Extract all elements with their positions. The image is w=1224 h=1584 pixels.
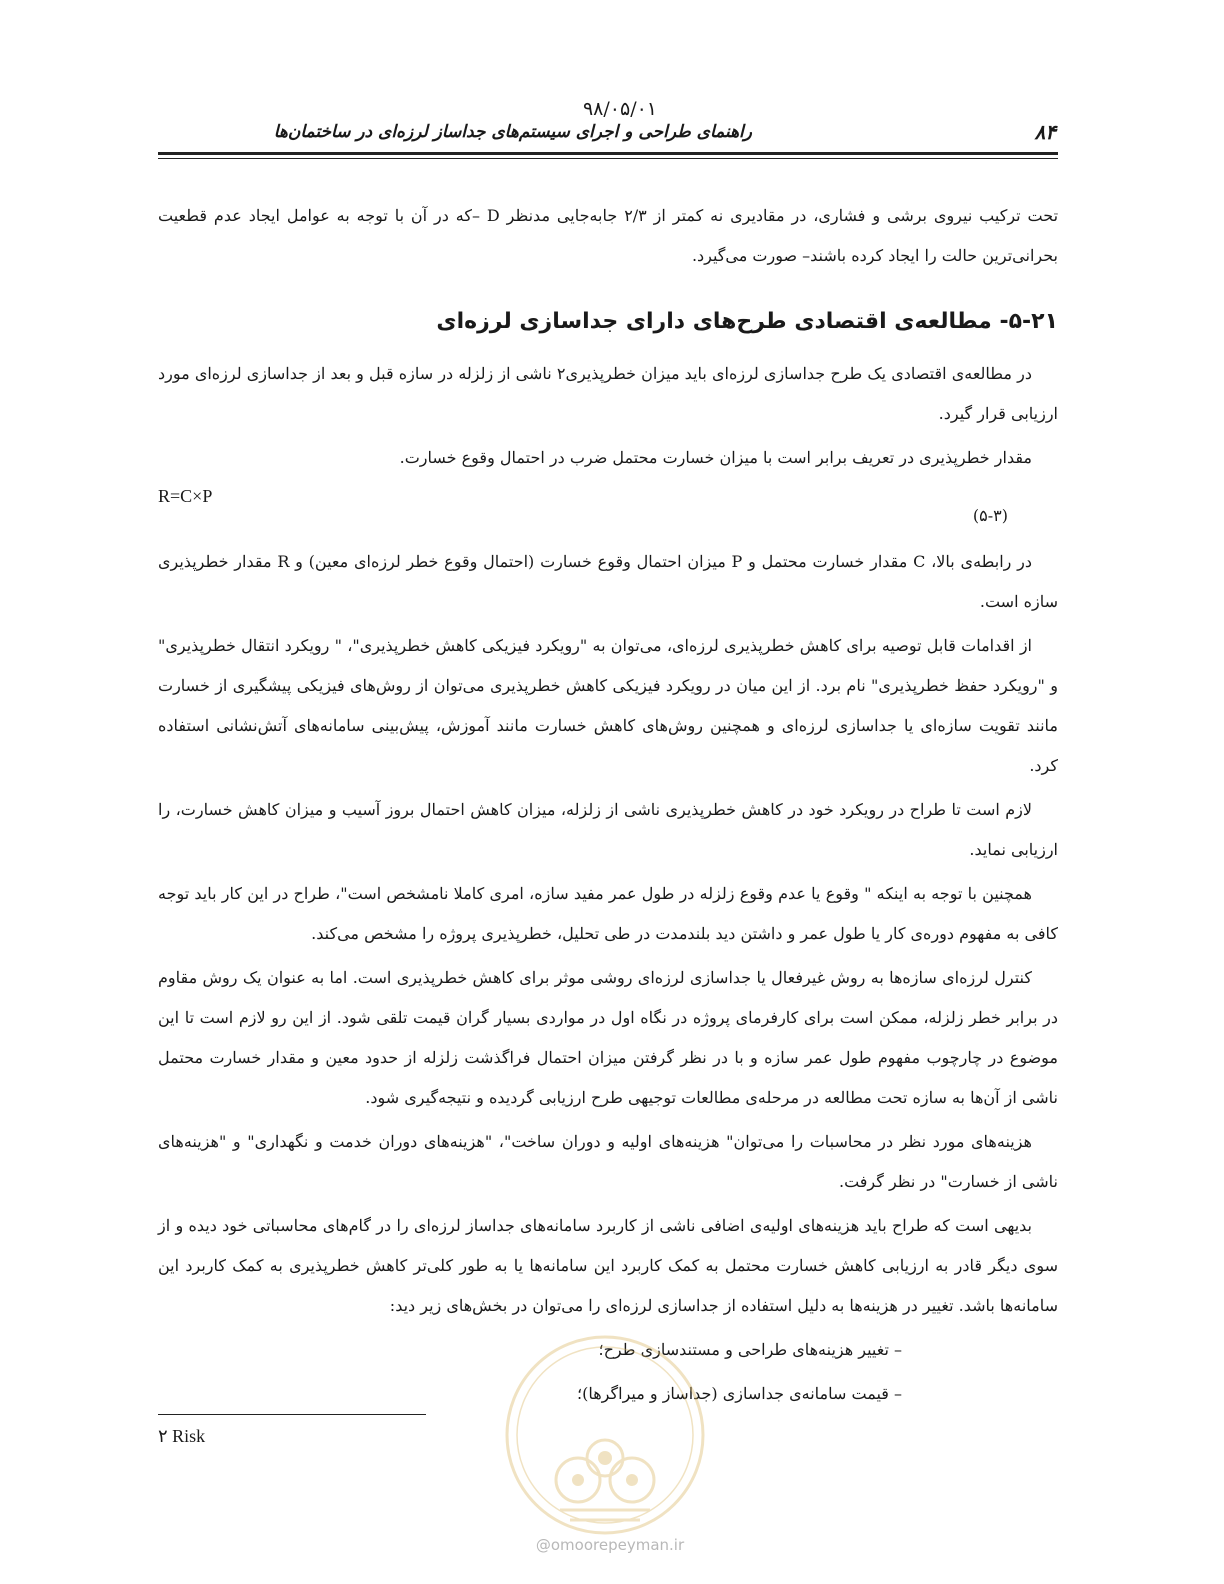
paragraph-9: بدیهی است که طراح باید هزینه‌های اولیه‌ی اضافی ناشی از کاربرد سامانه‌های جداساز لرزه‌ای را در گام‌های محاسباتی خود دیده و از سوی دیگر قادر به ارزیابی کاهش خسارت محتمل به کمک کاربرد این سامانه‌ها یا به طور کلی‌تر کاهش خطرپذیری به کمک کاربرد این سامانه‌ها باشد. تغییر در هزینه‌ها به دلیل استفاده از جداسازی لرزه‌ای را می‌توان در بخش‌های زیر دید: (158, 1216, 1058, 1315)
footnote-rule (158, 1414, 426, 1415)
header-rule (158, 152, 1058, 155)
paragraph-8: هزینه‌های مورد نظر در محاسبات را می‌توان" هزینه‌های اولیه و دوران ساخت"، "هزینه‌های دوران خدمت و نگهداری" و "هزینه‌های ناشی از خسارت" در نظر گرفت. (158, 1132, 1058, 1191)
header-rule-thin (158, 158, 1058, 159)
paragraph-5: لازم است تا طراح در رویکرد خود در کاهش خطرپذیری ناشی از زلزله، میزان کاهش احتمال بروز آسیب و میزان کاهش خسارت، را ارزیابی نماید. (158, 800, 1058, 859)
body-text (158, 196, 1058, 1418)
paragraph-4: از اقدامات قابل توصیه برای کاهش خطرپذیری لرزه‌ای، می‌توان به "رویکرد فیزیکی کاهش خطرپذیری"، " رویکرد انتقال خطرپذیری" و "رویکرد حفظ خطرپذیری" نام برد. از این میان در رویکرد فیزیکی کاهش خطرپذیری می‌توان از روش‌های فیزیکی پیشگیری از خسارت مانند تقویت سازه‌ای یا جداسازی لرزه‌ای و همچنین روش‌های کاهش خسارت مانند آموزش، پیش‌بینی سامانه‌های آتش‌نشانی استفاده کرد. (158, 636, 1058, 775)
paragraph-7: کنترل لرزه‌ای سازه‌ها به روش غیرفعال یا جداسازی لرزه‌ای روشی موثر برای کاهش خطرپذیری است. اما به عنوان یک روش مقاوم در برابر خطر زلزله، ممکن است برای کارفرمای پروژه در نگاه اول در مواردی بسیار گران قیمت تلقی شود. از این رو لازم است تا این موضوع در چارچوب مفهوم طول عمر سازه و با در نظر گرفتن میزان احتمال فراگذشت زلزله از حدود معین و مقدار خسارت محتمل ناشی از آن‌ها به سازه تحت مطالعه در مرحله‌ی مطالعات توجیهی طرح ارزیابی گردیده و نتیجه‌گیری شود. (158, 968, 1059, 1107)
paragraph-1: در مطالعه‌ی اقتصادی یک طرح جداسازی لرزه‌ای باید میزان خطرپذیری۲ ناشی از زلزله در سازه قبل و بعد از جداسازی لرزه‌ای مورد ارزیابی قرار گیرد. (158, 364, 1058, 423)
bullet-item: – قیمت سامانه‌ی جداسازی (جداساز و میراگرها)؛ (577, 1384, 902, 1403)
formula-row (158, 482, 1058, 542)
paragraph-6: همچنین با توجه به اینکه " وقوع یا عدم وقوع زلزله در طول عمر مفید سازه، امری کاملا نامشخص است"، طراح در این کار باید توجه کافی به مفهوم دوره‌ی کار یا طول عمر و داشتن دید بلندمدت در طی تحلیل، خطرپذیری پروژه را مشخص می‌کند. (158, 884, 1058, 943)
header-title: راهنمای طراحی و اجرای سیستم‌های جداساز لرزه‌ای در ساختمان‌ها (273, 122, 752, 142)
bullet-item: – تغییر هزینه‌های طراحی و مستندسازی طرح؛ (598, 1340, 902, 1359)
watermark-url: @omoorepeyman.ir (535, 1536, 685, 1554)
footnote: ۲ Risk (158, 1426, 206, 1446)
section-heading: ۵-۲۱- مطالعه‌ی اقتصادی طرح‌های دارای جداسازی لرزه‌ای (436, 309, 1058, 334)
paragraph-intro: تحت ترکیب نیروی برشی و فشاری، در مقادیری نه کمتر از ۲/۳ جابه‌جایی مدنظر D –که در آن با توجه به عوامل ایجاد عدم قطعیت بحرانی‌ترین حالت را ایجاد کرده باشند– صورت می‌گیرد. (158, 206, 1059, 265)
watermark-logo-icon (500, 1330, 710, 1540)
equation-number: (۵-۳) (972, 506, 1008, 525)
formula: R=C×P (158, 486, 213, 506)
page-number: ۸۴ (1034, 120, 1056, 144)
header-date: ۹۸/۰۵/۰۱ (582, 98, 658, 120)
paragraph-2: مقدار خطرپذیری در تعریف برابر است با میزان خسارت محتمل ضرب در احتمال وقوع خسارت. (399, 448, 1032, 467)
paragraph-3: در رابطه‌ی بالا، C مقدار خسارت محتمل و P میزان احتمال وقوع خسارت (احتمال وقوع خطر لرزه‌ای معین) و R مقدار خطرپذیری سازه است. (158, 552, 1058, 611)
